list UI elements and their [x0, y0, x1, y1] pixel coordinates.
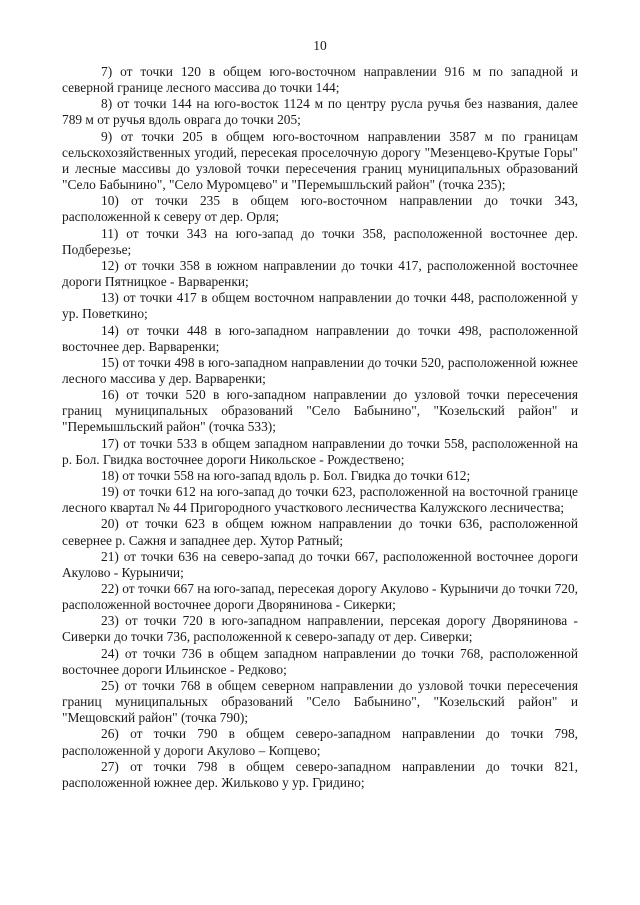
boundary-item-13: 13) от точки 417 в общем восточном направлении до точки 448, расположенной у ур. Поветкино; — [62, 290, 578, 322]
boundary-item-7: 7) от точки 120 в общем юго-восточном направлении 916 м по западной и северной границе лесного массива до точки 144; — [62, 64, 578, 96]
boundary-item-26: 26) от точки 790 в общем северо-западном направлении до точки 798, расположенной у дороги Акулово – Копцево; — [62, 726, 578, 758]
boundary-item-15: 15) от точки 498 в юго-западном направлении до точки 520, расположенной южнее лесного массива у дер. Варваренки; — [62, 354, 578, 386]
boundary-item-16: 16) от точки 520 в юго-западном направлении до узловой точки пересечения границ муниципальных образований "Село Бабынино", "Козельский район" и "Перемышльский район" (точка 533); — [62, 387, 578, 435]
page-number: 10 — [313, 38, 327, 53]
boundary-item-23: 23) от точки 720 в юго-западном направлении, персекая дорогу Дворянинова - Сиверки до точки 736, расположенной к северо-западу от дер. Сиверки; — [62, 613, 578, 645]
boundary-item-27: 27) от точки 798 в общем северо-западном направлении до точки 821, расположенной южнее дер. Жильково у ур. Гридино; — [62, 758, 578, 790]
boundary-item-17: 17) от точки 533 в общем западном направлении до точки 558, расположенной на р. Бол. Гвидка восточнее дороги Никольское - Рождествено; — [62, 435, 578, 467]
boundary-item-12: 12) от точки 358 в южном направлении до точки 417, расположенной восточнее дороги Пятницкое - Варваренки; — [62, 257, 578, 290]
boundary-item-9: 9) от точки 205 в общем юго-восточном направлении 3587 м по границам сельскохозяйственных угодий, пересекая проселочную дорогу "Мезенцево-Крутые Горы" и лесные массивы до узловой точки пересечения границ муниципальных образований "Село Бабынино", "Село Муромцево" и "Перемышльский район" (точка 235); — [62, 128, 578, 193]
boundary-item-8: 8) от точки 144 на юго-восток 1124 м по центру русла ручья без названия, далее 789 м от ручья вдоль оврага до точки 205; — [62, 96, 578, 128]
document-body — [62, 64, 578, 791]
boundary-item-11: 11) от точки 343 на юго-запад до точки 358, расположенной восточнее дер. Подберезье; — [62, 225, 578, 257]
boundary-item-19: 19) от точки 612 на юго-запад до точки 623, расположенной на восточной границе лесного квартал № 44 Пригородного участкового лесничества Калужского лесничества; — [62, 484, 578, 516]
boundary-item-10: 10) от точки 235 в общем юго-восточном направлении до точки 343, расположенной к северу от дер. Орля; — [62, 193, 578, 225]
boundary-item-24: 24) от точки 736 в общем западном направлении до точки 768, расположенной восточнее дороги Ильинское - Редково; — [62, 645, 578, 677]
boundary-item-14: 14) от точки 448 в юго-западном направлении до точки 498, расположенной восточнее дер. Варваренки; — [62, 322, 578, 354]
boundary-item-20: 20) от точки 623 в общем южном направлении до точки 636, расположенной севернее р. Сажня и западнее дер. Хутор Ратный; — [62, 516, 578, 548]
boundary-item-18: 18) от точки 558 на юго-запад вдоль р. Бол. Гвидка до точки 612; — [101, 467, 471, 483]
boundary-item-21: 21) от точки 636 на северо-запад до точки 667, расположенной восточнее дороги Акулово - Курыничи; — [62, 548, 578, 580]
boundary-item-25: 25) от точки 768 в общем северном направлении до узловой точки пересечения границ муниципальных образований "Село Бабынино", "Козельский район" и "Мещовский район" (точка 790); — [62, 677, 578, 726]
boundary-item-22: 22) от точки 667 на юго-запад, пересекая дорогу Акулово - Курыничи до точки 720, расположенной восточнее дороги Дворянинова - Сикерки; — [62, 581, 578, 613]
